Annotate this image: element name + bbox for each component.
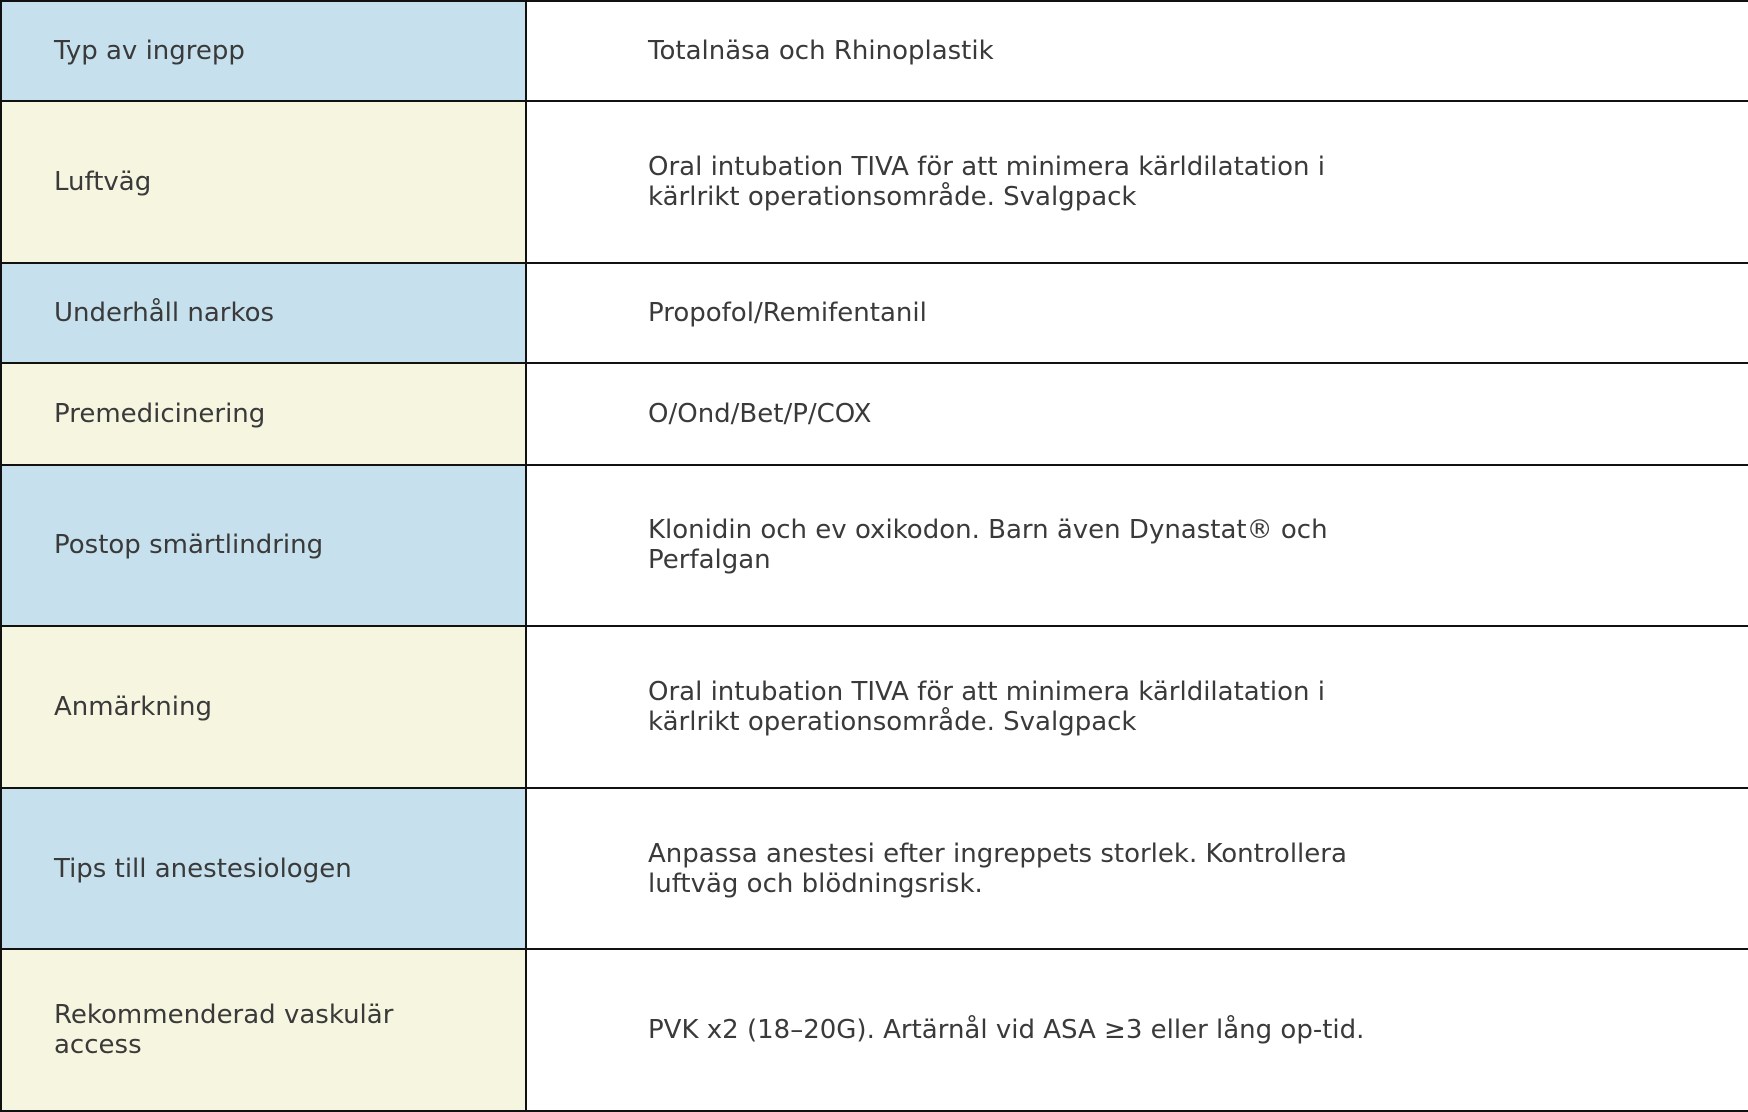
value-text: Oral intubation TIVA för att minimera kärldilatation i kärlrikt operationsområde. Svalgpack [648, 677, 1325, 738]
row-value-anesthesiologist-tips [526, 788, 1748, 950]
label-text: Rekommenderad vaskulär access [54, 1000, 394, 1061]
row-label-maintenance-anesthesia: Underhåll narkos [1, 263, 526, 363]
row-value-procedure-type [526, 1, 1748, 101]
row-label-premedication: Premedicinering [1, 363, 526, 464]
value-text: Totalnäsa och Rhinoplastik [648, 36, 994, 67]
row-value-premedication [526, 363, 1748, 464]
table-row [1, 626, 1748, 788]
value-text: Oral intubation TIVA för att minimera kärldilatation i kärlrikt operationsområde. Svalgpack [648, 152, 1325, 213]
row-value-remark [526, 626, 1748, 788]
row-value-postop-pain-relief [526, 465, 1748, 627]
value-text: Propofol/Remifentanil [648, 298, 927, 329]
row-label-postop-pain-relief: Postop smärtlindring [1, 465, 526, 627]
table-row [1, 263, 1748, 363]
table-row [1, 1, 1748, 101]
table-row [1, 949, 1748, 1111]
value-text: Klonidin och ev oxikodon. Barn även Dynastat® och Perfalgan [648, 515, 1328, 576]
value-text: PVK x2 (18–20G). Artärnål vid ASA ≥3 eller lång op-tid. [648, 1015, 1365, 1046]
table-row [1, 101, 1748, 263]
table-row [1, 788, 1748, 950]
row-label-anesthesiologist-tips: Tips till anestesiologen [1, 788, 526, 950]
value-text: Anpassa anestesi efter ingreppets storlek. Kontrollera luftväg och blödningsrisk. [648, 838, 1347, 899]
table-row [1, 363, 1748, 464]
row-label-remark: Anmärkning [1, 626, 526, 788]
row-value-airway [526, 101, 1748, 263]
row-label-airway: Luftväg [1, 101, 526, 263]
row-label-procedure-type: Typ av ingrepp [1, 1, 526, 101]
row-value-vascular-access [526, 949, 1748, 1111]
row-value-maintenance-anesthesia [526, 263, 1748, 363]
table-row [1, 465, 1748, 627]
value-text: O/Ond/Bet/P/COX [648, 398, 872, 429]
row-label-vascular-access [1, 949, 526, 1111]
